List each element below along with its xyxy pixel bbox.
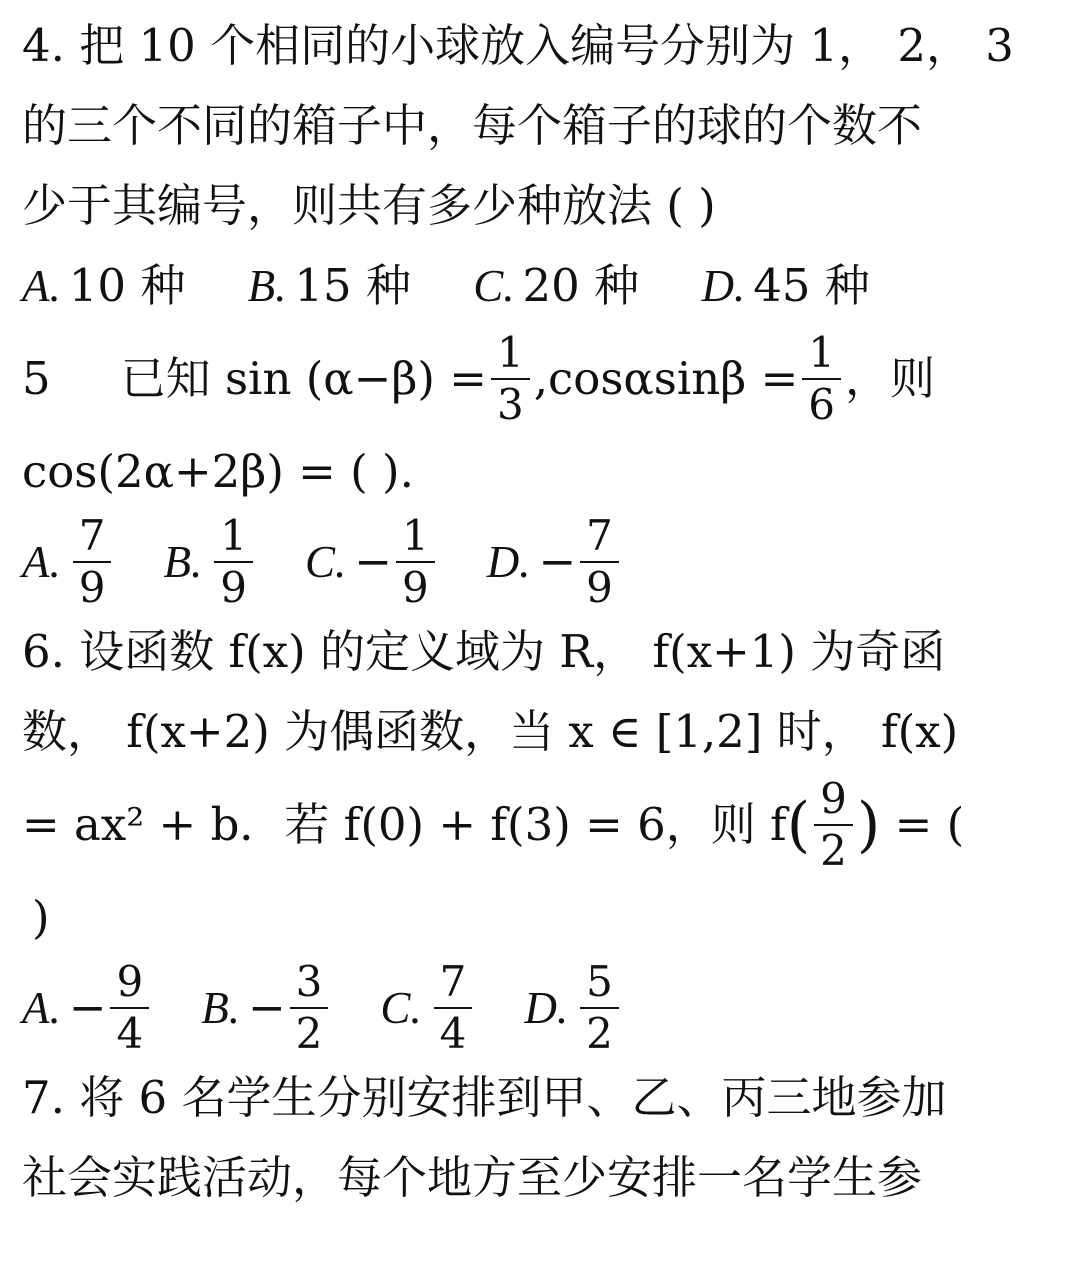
q4-line-2: 的三个不同的箱子中，每个箱子的球的个数不 (22, 99, 923, 152)
q4-option-c: C. 20 种 (473, 259, 640, 312)
q4-line-3: 少于其编号，则共有多少种放法 ( ) (22, 179, 716, 232)
q5-option-d: D. − $\frac{7}{9}$ (487, 515, 623, 609)
q7-line-2: 社会实践活动，每个地方至少安排一名学生参 (22, 1151, 923, 1204)
q4-options (22, 246, 1062, 326)
q5-option-a: A. $\frac{7}{9}$ (22, 515, 115, 609)
q5-cos-expr: ,cosαsinβ = (533, 352, 799, 405)
q6-option-a: A. − $\frac{9}{4}$ (22, 961, 153, 1055)
q5-number: 5 (22, 352, 51, 405)
q5-then: ，则 (845, 352, 936, 405)
q4-option-a: A. 10 种 (22, 259, 186, 312)
q5-option-c: C. − $\frac{1}{9}$ (305, 515, 439, 609)
q6-fraction: $\frac{9}{2}$ (814, 778, 853, 872)
q4-line-1: 4. 把 10 个相同的小球放入编号分别为 1， 2， 3 (22, 19, 1014, 72)
q5-known: 已知 (120, 352, 211, 405)
q6-option-b: B. − $\frac{3}{2}$ (201, 961, 332, 1055)
q6-option-d: D. $\frac{5}{2}$ (524, 961, 622, 1055)
q6-line-2: 数， f(x+2) 为偶函数，当 x ∈ [1,2] 时， f(x) (22, 705, 959, 758)
q5-option-b: B. $\frac{1}{9}$ (163, 515, 256, 609)
q7-line-1: 7. 将 6 名学生分别安排到甲、乙、丙三地参加 (22, 1071, 947, 1124)
q4-option-d: D. 45 种 (701, 259, 870, 312)
q6-line-3-start: = ax² + b．若 f(0) + f(3) = 6，则 f (22, 798, 787, 851)
q6-line-4: ) (32, 891, 50, 944)
q6-line-1: 6. 设函数 f(x) 的定义域为 R， f(x+1) 为奇函 (22, 625, 946, 678)
q5-fraction-1: $\frac{1}{3}$ (491, 332, 530, 426)
q5-line-2: cos(2α+2β) = ( ). (22, 445, 414, 498)
q6-options (22, 958, 1062, 1058)
q5-options (22, 512, 1062, 612)
q4-option-b: B. 15 种 (247, 259, 411, 312)
q5-fraction-2: $\frac{1}{6}$ (802, 332, 841, 426)
q6-line-3: = ax² + b．若 f(0) + f(3) = 6，则 f ( $\frac{9}{2}$ ) = ( (22, 774, 965, 875)
q6-option-c: C. $\frac{7}{4}$ (380, 961, 476, 1055)
q6-line-3-end: = ( (894, 798, 965, 851)
q5-line-1 (22, 326, 1062, 432)
q5-sin-expr: sin (α−β) = (224, 352, 487, 405)
